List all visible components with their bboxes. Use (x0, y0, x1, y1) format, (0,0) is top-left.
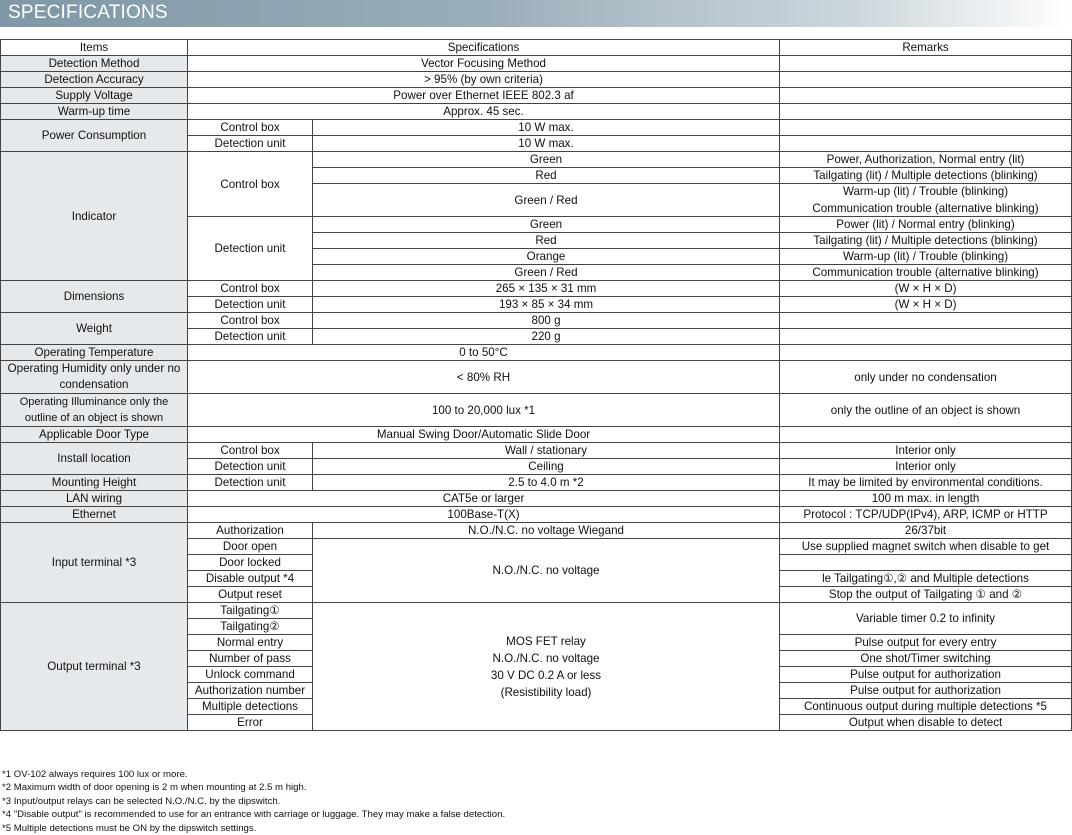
table-row (1, 507, 1072, 523)
row-sub: Detection unit (188, 329, 313, 345)
footnote: *5 Multiple detections must be ON by the dipswitch settings. (2, 822, 257, 834)
footnote: *4 "Disable output" is recommended to use for an entrance with carriage or luggage. They may make a false detection. (2, 809, 506, 821)
row-item: LAN wiring (1, 491, 188, 507)
row-spec: > 95% (by own criteria) (188, 72, 780, 88)
table-row (1, 394, 1072, 427)
table-row (1, 120, 1072, 136)
row-sub: Control box (188, 281, 313, 297)
row-remark (780, 313, 1072, 329)
table-row (1, 313, 1072, 329)
row-spec: Green (313, 217, 780, 233)
row-item: Applicable Door Type (1, 427, 188, 443)
row-sub: Error (188, 715, 313, 731)
row-spec: Ceiling (313, 459, 780, 475)
row-remark: (W × H × D) (780, 297, 1072, 313)
row-item: Input terminal *3 (1, 523, 188, 603)
row-remark: Continuous output during multiple detections *5 (780, 699, 1072, 715)
section-header (0, 0, 1072, 27)
row-sub: Detection unit (188, 136, 313, 152)
row-remark: Tailgating (lit) / Multiple detections (blinking) (780, 168, 1072, 184)
row-spec: Wall / stationary (313, 443, 780, 459)
row-remark: (W × H × D) (780, 281, 1072, 297)
spec-line: (Resistibility load) (500, 685, 592, 699)
table-row (1, 603, 1072, 619)
row-spec: 800 g (313, 313, 780, 329)
row-remark: Pulse output for authorization (780, 667, 1072, 683)
row-sub: Unlock command (188, 667, 313, 683)
row-remark: Protocol : TCP/UDP(IPv4), ARP, ICMP or HTTP (780, 507, 1072, 523)
row-item: Supply Voltage (1, 88, 188, 104)
row-spec: 10 W max. (313, 136, 780, 152)
table-row (1, 443, 1072, 459)
row-remark (780, 120, 1072, 136)
row-sub: Detection unit (188, 475, 313, 491)
row-spec: 100 to 20,000 lux *1 (188, 394, 780, 427)
row-spec: Green / Red (313, 184, 780, 217)
row-spec: Power over Ethernet IEEE 802.3 af (188, 88, 780, 104)
spec-line: MOS FET relay (506, 634, 586, 648)
row-sub: Detection unit (188, 217, 313, 281)
footnote: *2 Maximum width of door opening is 2 m when mounting at 2.5 m high. (2, 782, 307, 794)
row-spec: CAT5e or larger (188, 491, 780, 507)
row-remark: Communication trouble (alternative blinking) (780, 265, 1072, 281)
row-remark: Pulse output for every entry (780, 635, 1072, 651)
row-remark (780, 72, 1072, 88)
row-remark: Interior only (780, 443, 1072, 459)
row-spec: Red (313, 233, 780, 249)
remark-line: Warm-up (lit) / Trouble (blinking) (842, 185, 1009, 198)
row-item: Detection Accuracy (1, 72, 188, 88)
row-item: Detection Method (1, 56, 188, 72)
row-item: Output terminal *3 (1, 603, 188, 731)
row-spec: 193 × 85 × 34 mm (313, 297, 780, 313)
row-spec: Red (313, 168, 780, 184)
row-remark: Tailgating (lit) / Multiple detections (blinking) (780, 233, 1072, 249)
row-remark: Use supplied magnet switch when disable to get (780, 539, 1072, 555)
row-remark: Warm-up (lit) / Trouble (blinking) (780, 249, 1072, 265)
table-row (1, 88, 1072, 104)
table-row (1, 72, 1072, 88)
row-spec: Orange (313, 249, 780, 265)
row-sub: Tailgating① (188, 603, 313, 619)
row-remark: le Tailgating①,② and Multiple detections (780, 571, 1072, 587)
row-spec: 0 to 50°C (188, 345, 780, 361)
footnote: *3 Input/output relays can be selected N.O./N.C. by the dipswitch. (2, 795, 281, 807)
row-spec (313, 603, 780, 731)
row-sub: Control box (188, 120, 313, 136)
table-row (1, 361, 1072, 394)
specifications-table (0, 39, 1072, 731)
row-remark (780, 345, 1072, 361)
row-sub: Detection unit (188, 459, 313, 475)
row-sub: Control box (188, 152, 313, 217)
row-remark: only under no condensation (780, 361, 1072, 394)
spec-line: 30 V DC 0.2 A or less (490, 668, 602, 682)
row-remark (780, 427, 1072, 443)
row-sub: Tailgating② (188, 619, 313, 635)
table-row (1, 56, 1072, 72)
row-remark: Power, Authorization, Normal entry (lit) (780, 152, 1072, 168)
row-sub: Normal entry (188, 635, 313, 651)
row-sub: Control box (188, 313, 313, 329)
row-spec: 100Base-T(X) (188, 507, 780, 523)
row-remark (780, 329, 1072, 345)
row-sub: Detection unit (188, 297, 313, 313)
row-item: Dimensions (1, 281, 188, 313)
row-remark: Stop the output of Tailgating ① and ② (780, 587, 1072, 603)
spec-line: N.O./N.C. no voltage (492, 651, 600, 665)
row-sub: Number of pass (188, 651, 313, 667)
row-remark: Variable timer 0.2 to infinity (780, 603, 1072, 635)
row-item: Warm-up time (1, 104, 188, 120)
footnote: *1 OV-102 always requires 100 lux or more. (2, 769, 188, 780)
row-spec: 220 g (313, 329, 780, 345)
row-item: Indicator (1, 152, 188, 281)
row-spec: N.O./N.C. no voltage (313, 539, 780, 603)
row-remark: One shot/Timer switching (780, 651, 1072, 667)
row-item: Power Consumption (1, 120, 188, 152)
table-header-row (1, 40, 1072, 56)
table-row (1, 475, 1072, 491)
table-row (1, 281, 1072, 297)
row-item: Install location (1, 443, 188, 475)
row-sub: Multiple detections (188, 699, 313, 715)
row-item: Operating Illuminance only the outline of an object is shown (1, 394, 188, 427)
row-sub: Authorization number (188, 683, 313, 699)
table-row (1, 104, 1072, 120)
table-row (1, 152, 1072, 168)
row-sub: Door open (188, 539, 313, 555)
row-spec: Approx. 45 sec. (188, 104, 780, 120)
row-remark: 100 m max. in length (780, 491, 1072, 507)
table-row (1, 523, 1072, 539)
row-sub: Output reset (188, 587, 313, 603)
row-sub: Door locked (188, 555, 313, 571)
row-remark: It may be limited by environmental conditions. (780, 475, 1072, 491)
row-spec: Vector Focusing Method (188, 56, 780, 72)
row-spec: Green (313, 152, 780, 168)
header-remarks: Remarks (780, 40, 1072, 56)
row-remark: Output when disable to detect (780, 715, 1072, 731)
row-item: Weight (1, 313, 188, 345)
row-spec: 265 × 135 × 31 mm (313, 281, 780, 297)
page-title: SPECIFICATIONS (8, 2, 168, 23)
row-remark (780, 136, 1072, 152)
row-spec: N.O./N.C. no voltage Wiegand (313, 523, 780, 539)
row-item: Operating Humidity only under no condensation (1, 361, 188, 394)
row-remark: Interior only (780, 459, 1072, 475)
row-spec: Green / Red (313, 265, 780, 281)
row-item: Mounting Height (1, 475, 188, 491)
row-remark: only the outline of an object is shown (780, 394, 1072, 427)
row-sub: Disable output *4 (188, 571, 313, 587)
row-remark: Pulse output for authorization (780, 683, 1072, 699)
row-remark (780, 184, 1072, 217)
row-sub: Authorization (188, 523, 313, 539)
row-remark: 26/37bit (780, 523, 1072, 539)
row-remark: Power (lit) / Normal entry (blinking) (780, 217, 1072, 233)
row-spec: 10 W max. (313, 120, 780, 136)
row-spec: < 80% RH (188, 361, 780, 394)
row-remark (780, 88, 1072, 104)
footnotes (2, 768, 505, 835)
row-item: Ethernet (1, 507, 188, 523)
remark-line: Communication trouble (alternative blinking) (812, 202, 1039, 215)
row-remark (780, 104, 1072, 120)
table-row (1, 491, 1072, 507)
table-row (1, 345, 1072, 361)
row-spec: Manual Swing Door/Automatic Slide Door (188, 427, 780, 443)
table-row (1, 427, 1072, 443)
row-sub: Control box (188, 443, 313, 459)
header-items: Items (1, 40, 188, 56)
row-item: Operating Temperature (1, 345, 188, 361)
row-remark (780, 56, 1072, 72)
header-specifications: Specifications (188, 40, 780, 56)
row-spec: 2.5 to 4.0 m *2 (313, 475, 780, 491)
row-remark (780, 555, 1072, 571)
